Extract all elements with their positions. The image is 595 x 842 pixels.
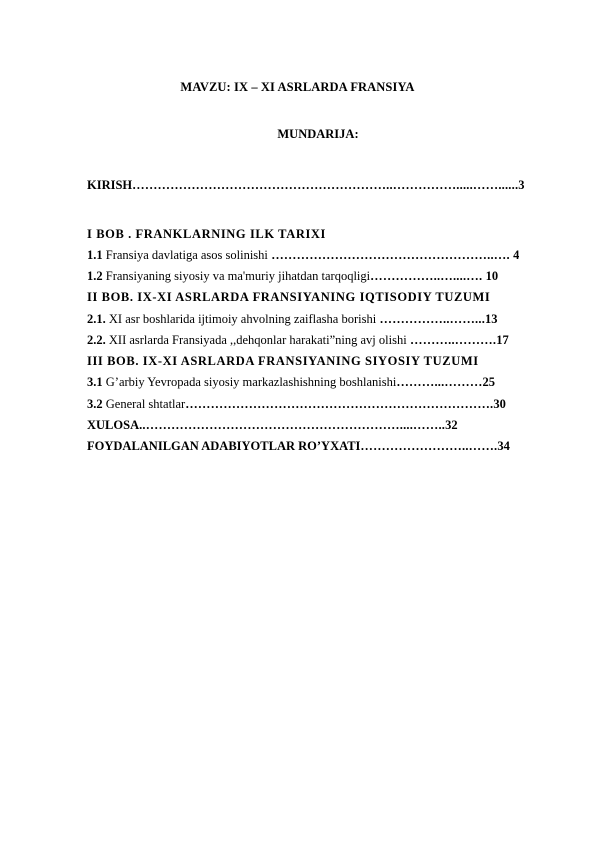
toc-entry-title: XI asr boshlarida ijtimoiy ahvolning zaiflasha borishi bbox=[108, 312, 377, 326]
toc-section-number: 3.2 bbox=[87, 397, 103, 411]
toc-section-number: 2.1. bbox=[87, 312, 106, 326]
toc-leader-dots: ………………………………………………………………. bbox=[185, 397, 494, 411]
toc-entry-title: KIRISH bbox=[87, 178, 133, 192]
toc-entry-intro bbox=[87, 177, 525, 193]
toc-entry-3-2 bbox=[87, 396, 506, 412]
toc-page-number: 3 bbox=[518, 178, 525, 192]
toc-section-number: 3.1 bbox=[87, 375, 103, 389]
toc-entry-title: FOYDALANILGAN ADABIYOTLAR RO’YXATI bbox=[87, 439, 361, 453]
toc-entry-title: XULOSA bbox=[87, 418, 140, 432]
toc-section-number: 2.2. bbox=[87, 333, 106, 347]
toc-entry-conclusion bbox=[87, 417, 458, 433]
toc-leader-dots: ……………………..……. bbox=[360, 439, 498, 453]
toc-chapter-title: II BOB. IX-XI ASRLARDA FRANSIYANING IQTISODIY TUZUMI bbox=[87, 290, 491, 304]
toc-page-number: 32 bbox=[445, 418, 458, 432]
topic-heading: MAVZU: IX – XI ASRLARDA FRANSIYA bbox=[180, 80, 415, 94]
toc-page-number: 13 bbox=[485, 312, 498, 326]
toc-entry-title: XII asrlarda Fransiyada ,,dehqonlar harakati”ning avj olishi bbox=[108, 333, 407, 347]
toc-leader-dots: ……………………………………………..…. bbox=[267, 248, 514, 262]
toc-entry-2-1 bbox=[87, 311, 498, 327]
toc-chapter-3 bbox=[87, 353, 479, 369]
toc-chapter-1 bbox=[87, 226, 326, 242]
toc-page-number: 30 bbox=[493, 397, 506, 411]
toc-leader-dots: ……………..…....…. bbox=[370, 269, 486, 283]
toc-entry-3-1 bbox=[87, 374, 495, 390]
toc-entry-title: G’arbiy Yevropada siyosiy markazlashishning boshlanishi bbox=[105, 375, 397, 389]
toc-page-number: 4 bbox=[513, 248, 520, 262]
toc-page-number: 34 bbox=[497, 439, 510, 453]
toc-chapter-title: I BOB . FRANKLARNING ILK TARIXI bbox=[87, 227, 327, 241]
toc-entry-title: Fransiyaning siyosiy va ma'muriy jihatdan tarqoqligi bbox=[105, 269, 371, 283]
contents-heading: MUNDARIJA: bbox=[277, 127, 359, 141]
toc-entry-1-2 bbox=[87, 268, 498, 284]
toc-entry-title: Fransiya davlatiga asos solinishi bbox=[105, 248, 268, 262]
toc-entry-references bbox=[87, 438, 510, 454]
toc-leader-dots: ……………………………………………………..…………….....……...... bbox=[132, 178, 519, 192]
toc-page-number: 10 bbox=[485, 269, 499, 283]
toc-section-number: 1.1 bbox=[87, 248, 103, 262]
toc-leader-dots: ……………..……... bbox=[376, 312, 486, 326]
toc-entry-2-2 bbox=[87, 332, 509, 348]
toc-page-number: 25 bbox=[482, 375, 496, 389]
toc-leader-dots: ..……………………………………………………....…….. bbox=[139, 418, 446, 432]
toc-entry-1-1 bbox=[87, 247, 519, 263]
toc-entry-title: General shtatlar bbox=[105, 397, 186, 411]
toc-chapter-title: III BOB. IX-XI ASRLARDA FRANSIYANING SIYOSIY TUZUMI bbox=[87, 354, 479, 368]
toc-leader-dots: ………...……… bbox=[396, 375, 483, 389]
toc-section-number: 1.2 bbox=[87, 269, 103, 283]
toc-chapter-2 bbox=[87, 289, 490, 305]
toc-page-number: 17 bbox=[496, 333, 509, 347]
toc-leader-dots: ………..………. bbox=[406, 333, 497, 347]
